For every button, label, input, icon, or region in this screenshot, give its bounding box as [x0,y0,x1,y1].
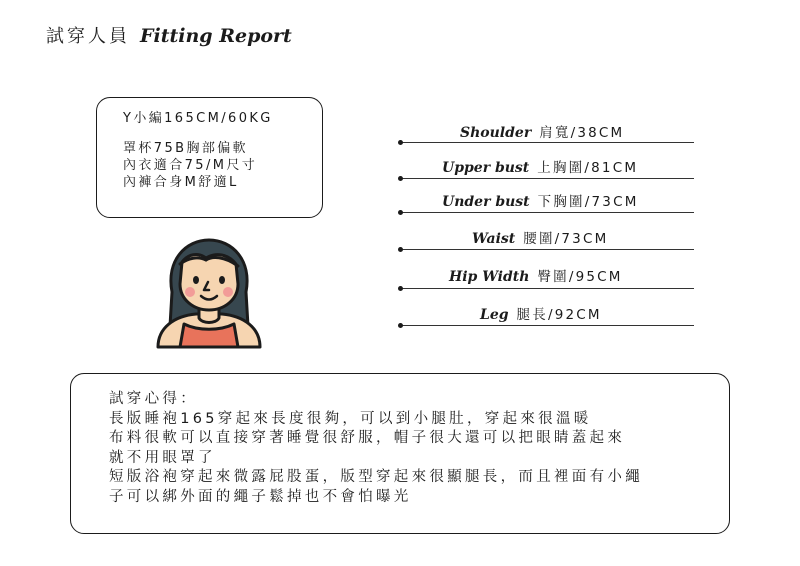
measure-label-en: Upper bust [442,160,530,176]
review-heading: 試穿心得： [109,391,198,407]
measure-value: 下胸圍/73CM [537,194,639,210]
measure-value: 上胸圍/81CM [537,160,639,176]
measure-line-shoulder [400,142,694,143]
review-line: 短版浴袍穿起來微露屁股蛋，版型穿起來很顯腿長，而且裡面有小繩 [109,469,643,485]
measure-line-under-bust [400,212,694,213]
title-english: Fitting Report [140,25,292,47]
bullet-dot [398,323,403,328]
bullet-dot [398,210,403,215]
measure-line-waist [400,249,694,250]
profile-height-weight: Y小編165CM/60KG [123,111,273,126]
measure-line-hip [400,288,694,289]
measure-line-upper-bust [400,178,694,179]
profile-bra-size: 內衣適合75/M尺寸 [123,158,258,173]
bullet-dot [398,286,403,291]
measure-line-leg [400,325,694,326]
measure-label-en: Leg [480,307,509,323]
review-line: 子可以綁外面的繩子鬆掉也不會怕曝光 [109,488,412,505]
tester-avatar-illustration [152,234,266,350]
fitting-review-card [70,373,730,534]
profile-cup: 罩杯75B胸部偏軟 [123,141,249,156]
measure-value: 臀圍/95CM [537,269,623,285]
page-title [46,22,292,48]
measure-value: 肩寬/38CM [539,125,625,141]
measure-label-en: Waist [472,231,516,247]
measure-value: 腿長/92CM [516,307,602,323]
bullet-dot [398,176,403,181]
measure-label-en: Shoulder [460,125,532,141]
review-line: 布料很軟可以直接穿著睡覺很舒服，帽子很大還可以把眼睛蓋起來 [109,430,626,446]
measure-shoulder [460,121,624,141]
measure-waist [472,227,608,247]
bullet-dot [398,247,403,252]
profile-panty-size: 內褲合身M舒適L [123,175,239,190]
measure-leg [480,303,602,323]
bullet-dot [398,140,403,145]
measure-hip-width [449,265,623,285]
measure-value: 腰圍/73CM [523,231,609,247]
measure-under-bust [442,190,639,210]
measure-label-en: Hip Width [449,269,530,285]
measure-label-en: Under bust [442,194,530,210]
tester-profile-card [96,97,323,218]
measure-upper-bust [442,156,638,176]
review-line: 長版睡袍165穿起來長度很夠，可以到小腿肚，穿起來很溫暖 [109,410,592,427]
title-chinese: 試穿人員 [46,26,130,47]
review-line: 就不用眼罩了 [109,449,216,466]
